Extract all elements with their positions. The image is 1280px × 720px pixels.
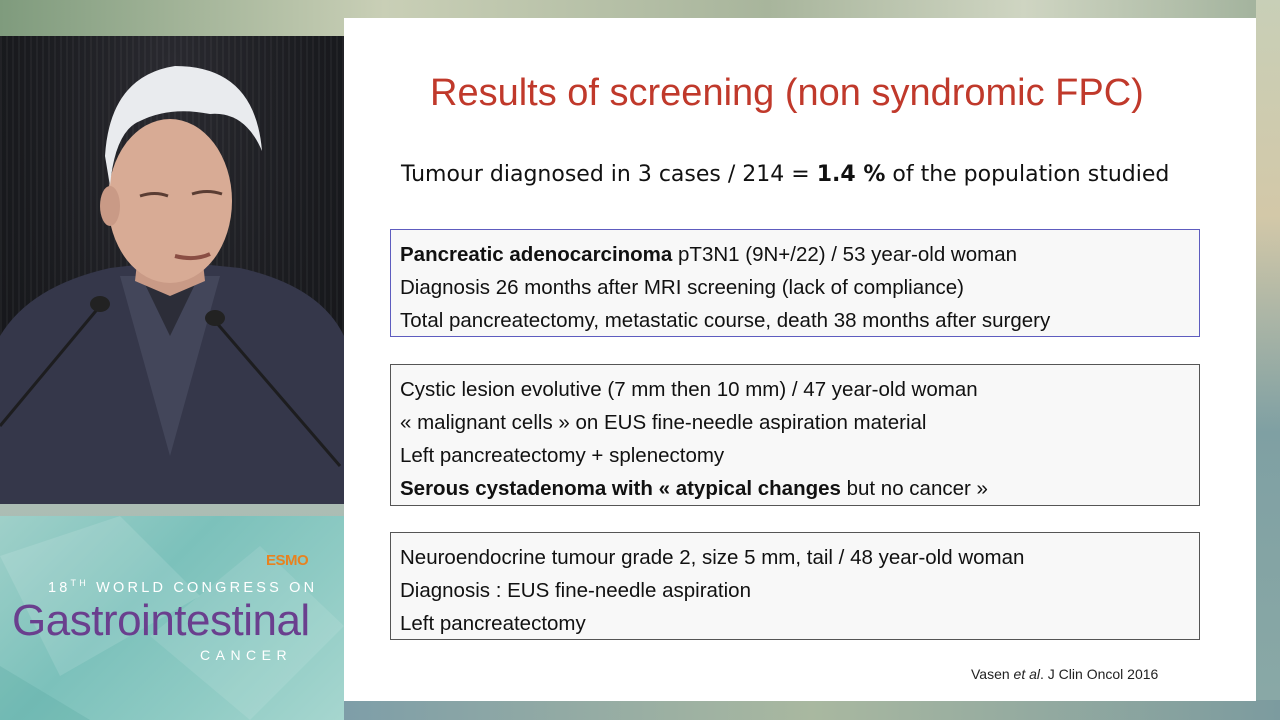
presentation-slide	[344, 18, 1256, 701]
ref-author: Vasen	[971, 666, 1014, 682]
case1-line1-rest: pT3N1 (9N+/22) / 53 year-old woman	[672, 243, 1018, 266]
summary-prefix: Tumour diagnosed in 3 cases / 214 =	[401, 162, 817, 187]
case1-diagnosis: Pancreatic adenocarcinoma	[400, 243, 673, 266]
case2-line4-rest: but no cancer »	[840, 477, 988, 500]
case2-line4	[400, 472, 1189, 505]
case1-line1	[400, 238, 1189, 271]
background-bottom	[344, 700, 1280, 720]
background-right	[1256, 0, 1280, 720]
congress-text: WORLD CONGRESS ON	[88, 579, 318, 596]
case3-line3: Left pancreatectomy	[400, 612, 586, 635]
case3-line1: Neuroendocrine tumour grade 2, size 5 mm, tail / 48 year-old woman	[400, 546, 1025, 569]
reference-citation	[971, 666, 1158, 682]
congress-ordinal-suffix: TH	[70, 578, 89, 588]
congress-subtitle: CANCER	[200, 647, 293, 663]
congress-ordinal: 18	[48, 579, 71, 596]
speaker-video	[0, 36, 344, 504]
ref-etal: et al	[1013, 666, 1041, 682]
slide-title: Results of screening (non syndromic FPC)	[430, 72, 1144, 114]
congress-line	[48, 578, 338, 596]
summary-highlight: 1.4 %	[816, 162, 886, 187]
case2-line2: « malignant cells » on EUS fine-needle aspiration material	[400, 411, 927, 434]
summary-line	[401, 162, 1221, 187]
case2-line1: Cystic lesion evolutive (7 mm then 10 mm) / 47 year-old woman	[400, 378, 978, 401]
case2-line3: Left pancreatectomy + splenectomy	[400, 444, 725, 467]
esmo-logo: ESMO	[266, 552, 309, 569]
case-box-3	[390, 532, 1200, 640]
case3-line2: Diagnosis : EUS fine-needle aspiration	[400, 579, 751, 602]
congress-title: Gastrointestinal	[12, 596, 310, 645]
speaker-figure	[0, 36, 344, 504]
summary-suffix: of the population studied	[885, 162, 1170, 187]
case1-line2: Diagnosis 26 months after MRI screening (lack of compliance)	[400, 276, 964, 299]
ref-journal: . J Clin Oncol 2016	[1040, 666, 1159, 682]
case-box-1	[390, 229, 1200, 337]
case1-line3: Total pancreatectomy, metastatic course, death 38 months after surgery	[400, 309, 1051, 332]
case-box-2	[390, 364, 1200, 506]
case2-finding: Serous cystadenoma with « atypical changes	[400, 477, 841, 500]
